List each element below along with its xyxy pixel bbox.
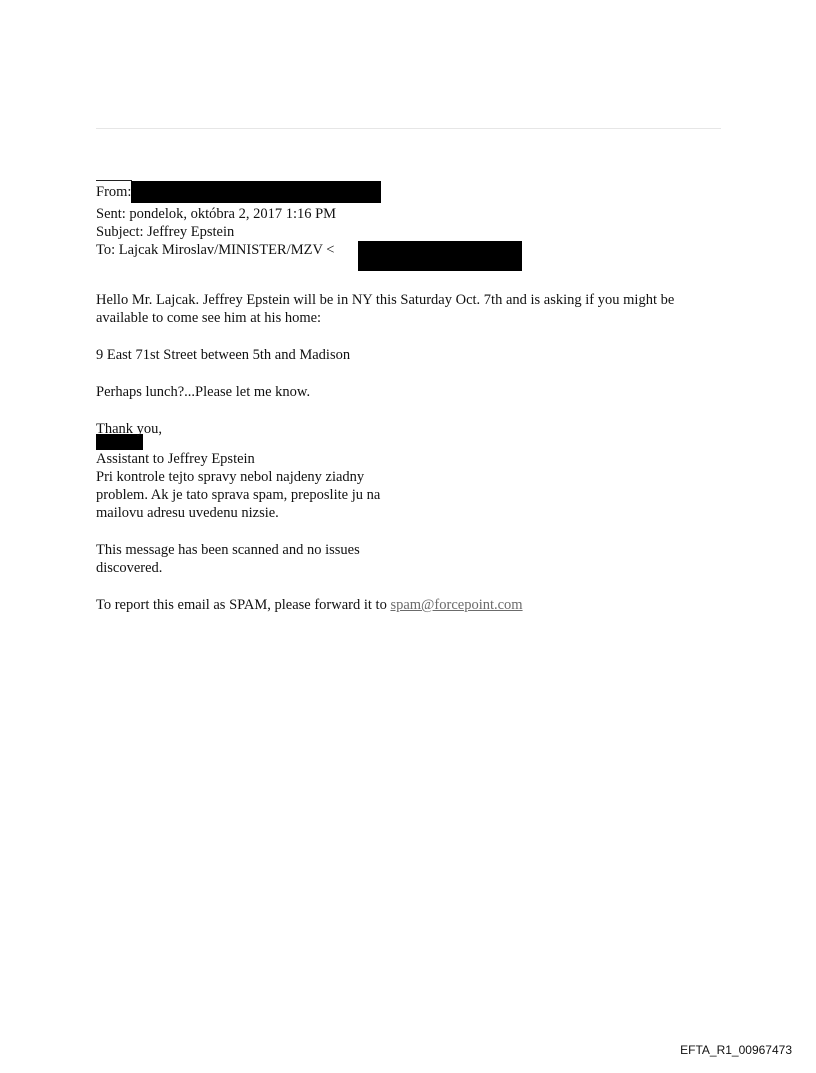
signature-title: Assistant to Jeffrey Epstein bbox=[96, 451, 255, 467]
scan-notice-english bbox=[96, 541, 736, 577]
scan-notice-slovak-3: mailovu adresu uvedenu nizsie. bbox=[96, 505, 279, 521]
sent-line: Sent: pondelok, októbra 2, 2017 1:16 PM bbox=[96, 206, 337, 222]
redaction-from bbox=[131, 181, 381, 203]
scan-notice-english-1: This message has been scanned and no issues bbox=[96, 542, 360, 558]
scan-notice-slovak-2: problem. Ak je tato sprava spam, preposlite ju na bbox=[96, 487, 381, 503]
redaction-to bbox=[358, 241, 522, 271]
email-document bbox=[96, 180, 736, 614]
document-id: EFTA_R1_00967473 bbox=[680, 1043, 792, 1057]
thanks-text: Thank you, bbox=[96, 421, 163, 437]
report-spam-line bbox=[96, 596, 736, 614]
report-spam-text: To report this email as SPAM, please forward it to bbox=[96, 597, 387, 613]
scan-notice-slovak-1: Pri kontrole tejto spravy nebol najdeny ziadny bbox=[96, 469, 365, 485]
header-separator bbox=[96, 180, 132, 181]
address-paragraph: 9 East 71st Street between 5th and Madison bbox=[96, 347, 351, 363]
lunch-paragraph: Perhaps lunch?...Please let me know. bbox=[96, 384, 311, 400]
greeting-paragraph: Hello Mr. Lajcak. Jeffrey Epstein will be in NY this Saturday Oct. 7th and is asking if you might be available to come see him at his home: bbox=[96, 292, 675, 326]
subject-line: Subject: Jeffrey Epstein bbox=[96, 224, 235, 240]
to-line bbox=[96, 241, 736, 259]
from-line bbox=[96, 183, 736, 205]
scan-notice-english-2: discovered. bbox=[96, 560, 163, 576]
spam-email-link[interactable]: spam@forcepoint.com bbox=[390, 597, 523, 613]
signature-block bbox=[96, 420, 736, 522]
from-label: From: bbox=[96, 184, 132, 200]
top-divider bbox=[96, 128, 721, 129]
to-label: To: Lajcak Miroslav/MINISTER/MZV < bbox=[96, 242, 335, 258]
